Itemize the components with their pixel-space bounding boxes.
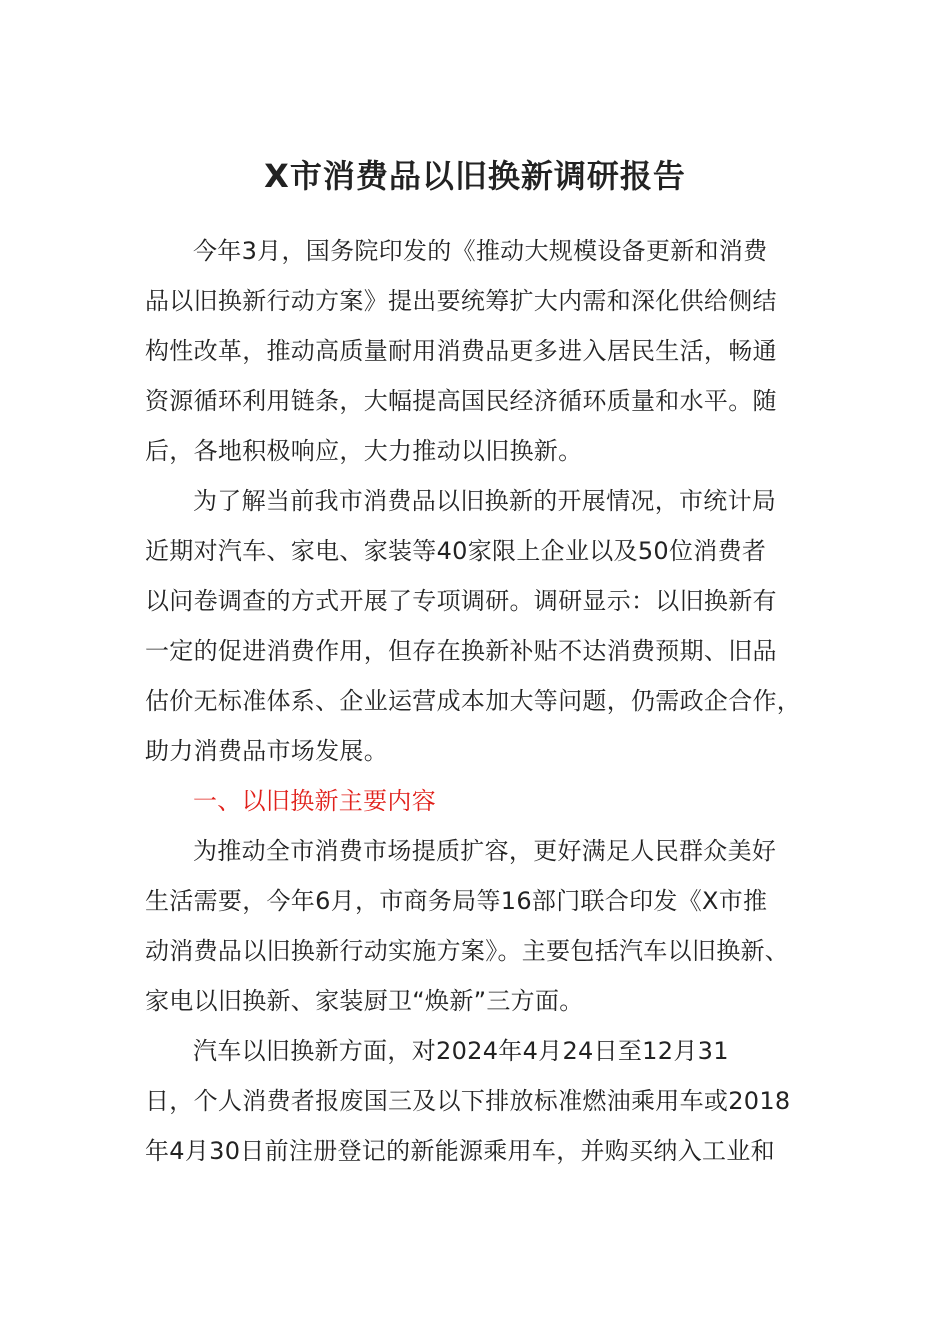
paragraph-line: 为了解当前我市消费品以旧换新的开展情况，市统计局 bbox=[193, 487, 777, 515]
paragraph-line: 汽车以旧换新方面，对2024年4月24日至12月31 bbox=[193, 1037, 729, 1065]
section-heading: 一、以旧换新主要内容 bbox=[193, 787, 436, 815]
paragraph-line: 以问卷调查的方式开展了专项调研。调研显示：以旧换新有 bbox=[145, 587, 777, 615]
paragraph-line: 构性改革，推动高质量耐用消费品更多进入居民生活，畅通 bbox=[145, 337, 777, 365]
paragraph-line: 今年3月，国务院印发的《推动大规模设备更新和消费 bbox=[193, 237, 768, 265]
paragraph-line: 家电以旧换新、家装厨卫“焕新”三方面。 bbox=[145, 987, 584, 1015]
paragraph-line: 助力消费品市场发展。 bbox=[145, 737, 388, 765]
paragraph-line: 估价无标准体系、企业运营成本加大等问题，仍需政企合作， bbox=[145, 687, 802, 715]
paragraph-line: 为推动全市消费市场提质扩容，更好满足人民群众美好 bbox=[193, 837, 777, 865]
paragraph-line: 近期对汽车、家电、家装等40家限上企业以及50位消费者 bbox=[145, 537, 767, 565]
paragraph-line: 动消费品以旧换新行动实施方案》。主要包括汽车以旧换新、 bbox=[145, 937, 790, 965]
paragraph-survey bbox=[145, 476, 810, 776]
paragraph-line: 后，各地积极响应，大力推动以旧换新。 bbox=[145, 437, 583, 465]
paragraph-line: 生活需要，今年6月，市商务局等16部门联合印发《X市推 bbox=[145, 887, 768, 915]
paragraph-policy bbox=[145, 826, 810, 1026]
paragraph-line: 资源循环利用链条，大幅提高国民经济循环质量和水平。随 bbox=[145, 387, 777, 415]
paragraph-line: 日，个人消费者报废国三及以下排放标准燃油乘用车或2018 bbox=[145, 1087, 791, 1115]
document-body bbox=[145, 226, 810, 1176]
document-title: X市消费品以旧换新调研报告 bbox=[264, 157, 686, 195]
paragraph-auto bbox=[145, 1026, 810, 1176]
paragraph-line: 品以旧换新行动方案》提出要统筹扩大内需和深化供给侧结 bbox=[145, 287, 777, 315]
paragraph-line: 年4月30日前注册登记的新能源乘用车，并购买纳入工业和 bbox=[145, 1137, 775, 1165]
paragraph-line: 一定的促进消费作用，但存在换新补贴不达消费预期、旧品 bbox=[145, 637, 777, 665]
paragraph-intro bbox=[145, 226, 810, 476]
